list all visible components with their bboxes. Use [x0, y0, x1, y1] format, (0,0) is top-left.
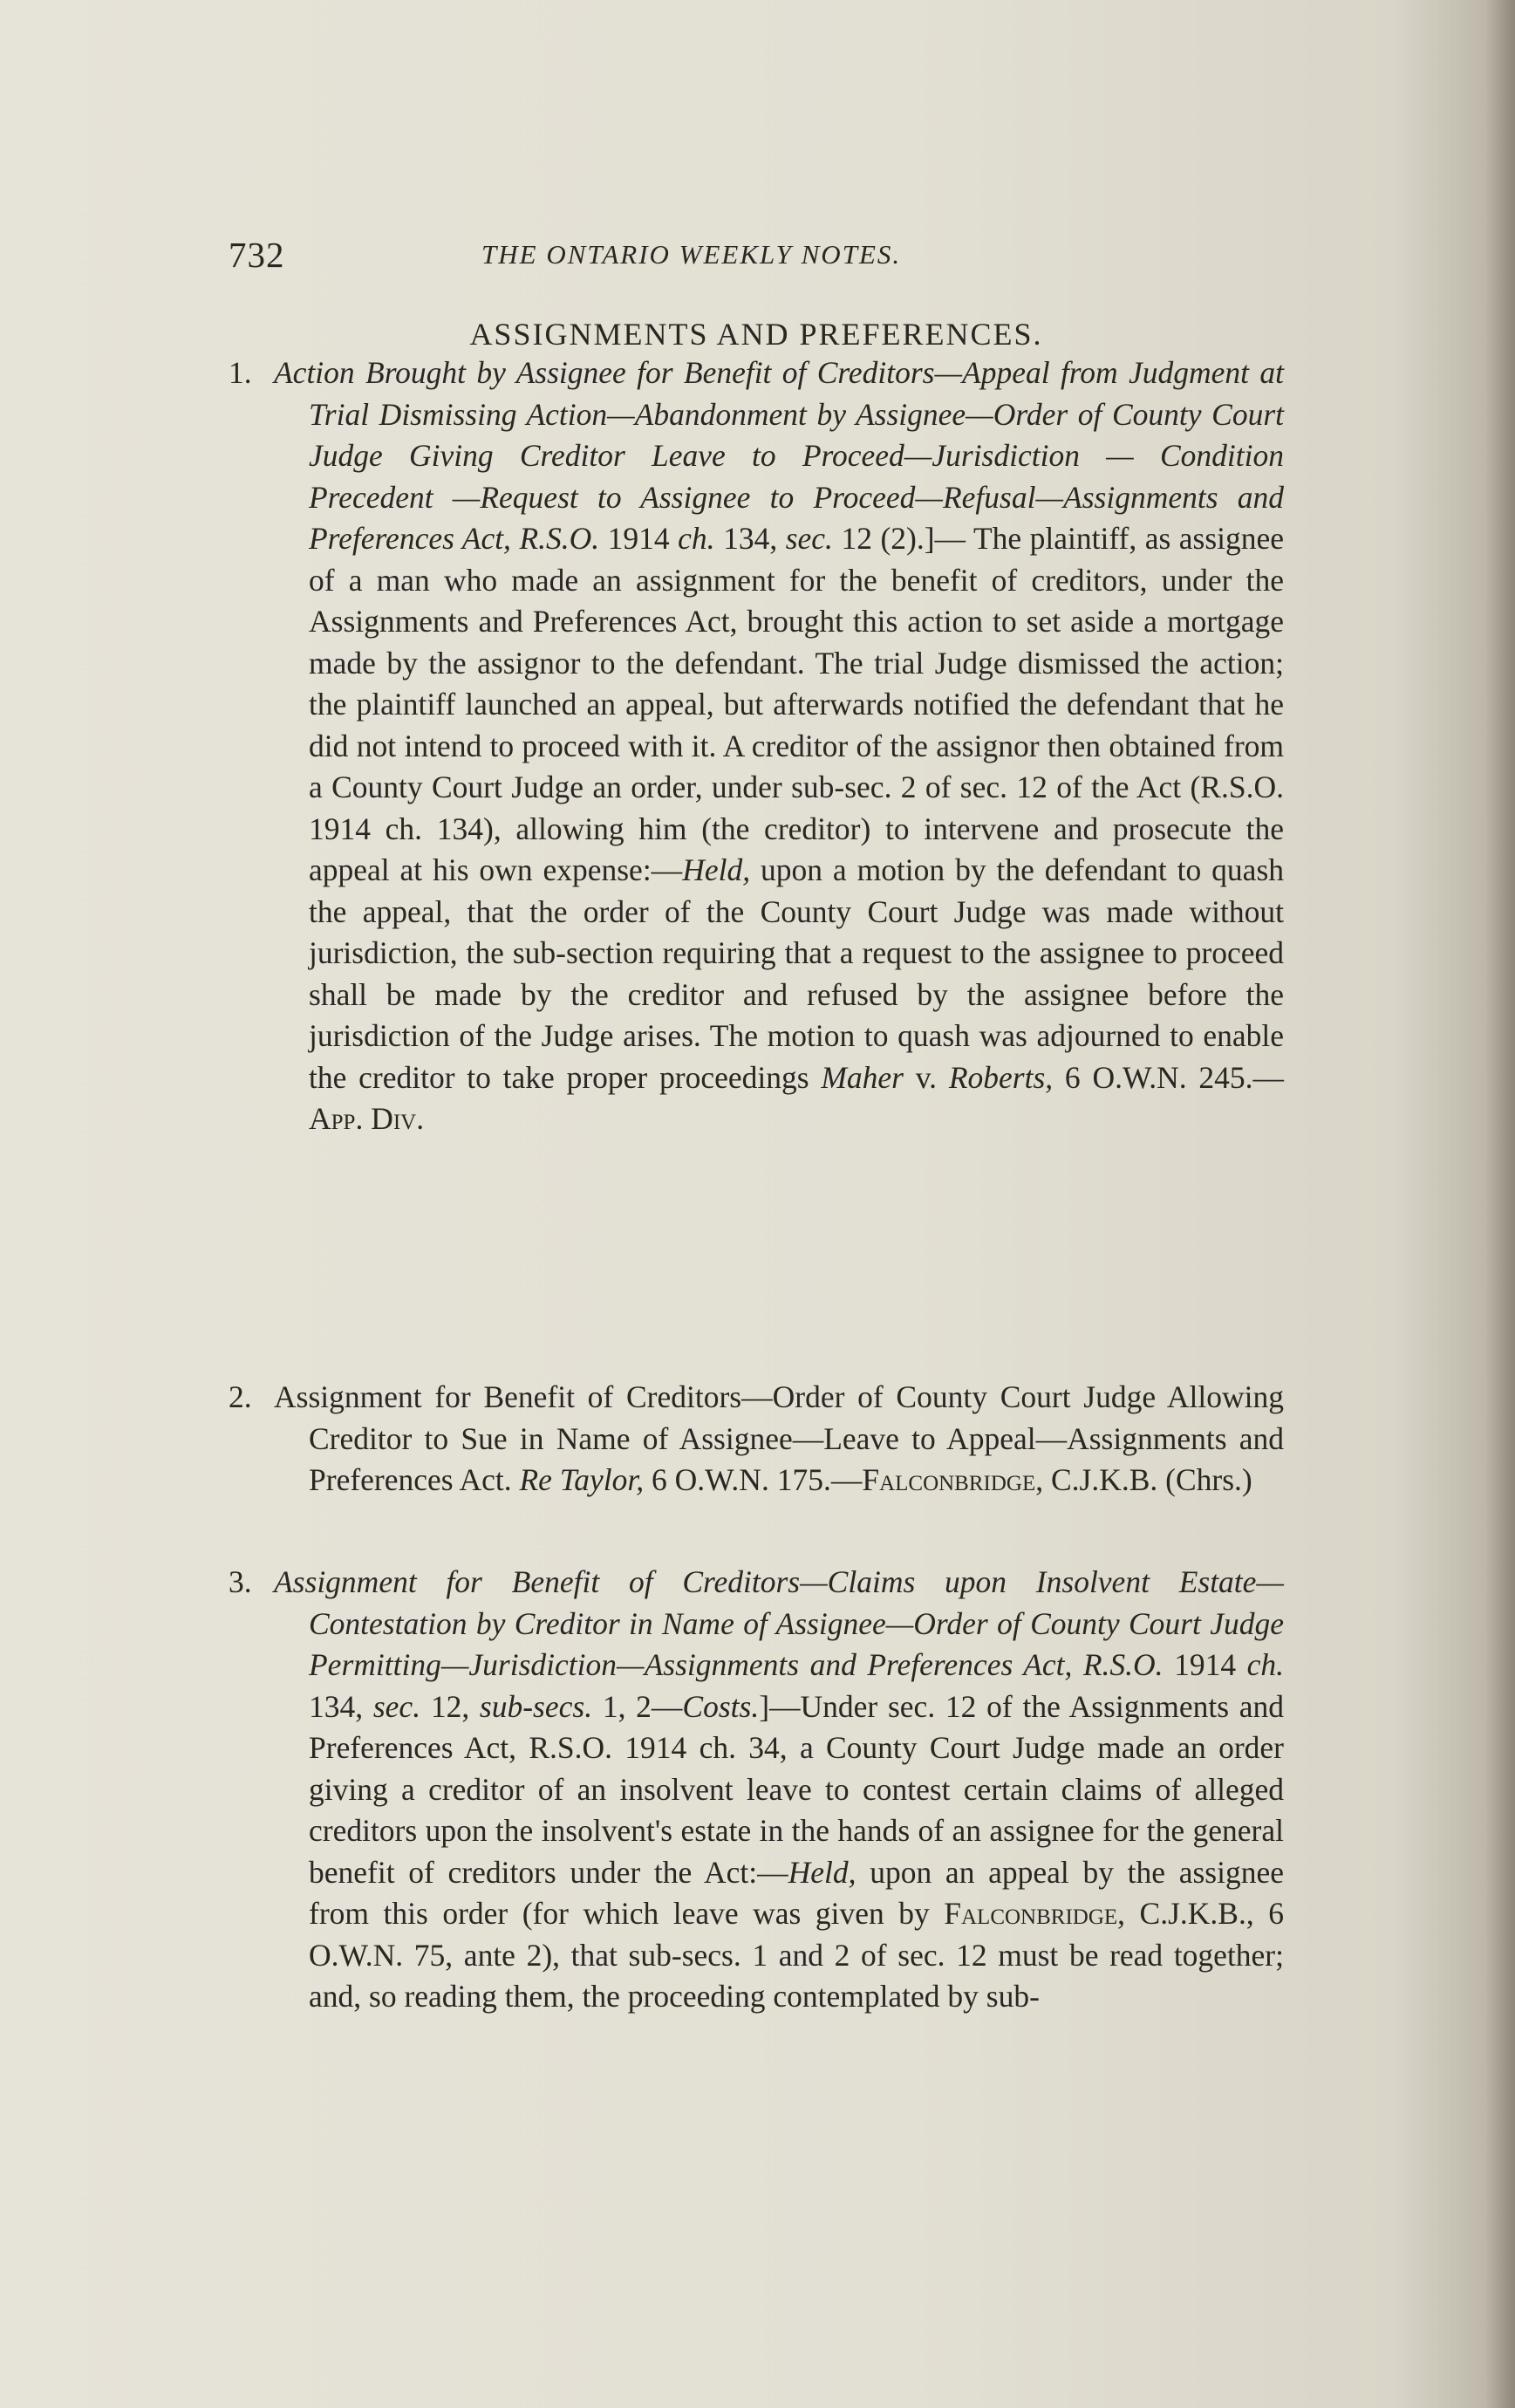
held-label: Held,	[682, 852, 751, 887]
judge-title: , C.J.K.B. (Chrs.)	[1035, 1462, 1252, 1497]
subsections-number: 1, 2—	[602, 1688, 683, 1724]
chapter-label: ch.	[678, 521, 715, 556]
entry-body-continued: upon a motion by the defendant to quash the appeal, that the order of the County Court Judge was made without jurisdiction, the sub-section requiring that a request to the assignee to proceed shall be made by the creditor and refused by the assignee before the jurisdiction of the Judge arises. The motion to quash was adjourned to enable the creditor to take proper proceedings	[309, 852, 1285, 1095]
case-name-second: Roberts,	[948, 1059, 1054, 1095]
chapter-number: 134,	[723, 521, 778, 556]
page-header	[229, 234, 1284, 286]
held-label: Held,	[788, 1854, 856, 1890]
entry-text	[274, 1377, 1284, 1502]
case-versus: v.	[903, 1059, 949, 1095]
entry-text	[274, 1562, 1285, 2018]
case-citation: 6 O.W.N. 245.—	[1053, 1059, 1284, 1095]
page-number: 732	[229, 235, 285, 275]
entry-body: ]—Under sec. 12 of the Assignments and Preferences Act, R.S.O. 1914 ch. 34, a County Court Judge made an order giving a creditor of an insolvent leave to contest certain claims of alleged creditors upon the insolvent's estate in the hands of an assignee for the general benefit of creditors under the Act:—	[309, 1688, 1285, 1890]
entry-body-end: , C.J.K.B., 6 O.W.N. 75, ante 2), that sub-secs. 1 and 2 of sec. 12 must be read together; and, so reading them, the proceeding contemplated by sub-	[309, 1896, 1284, 2014]
digest-entry	[229, 1562, 1284, 2018]
costs-label: Costs.	[682, 1688, 760, 1724]
entry-headnote: Action Brought by Assignee for Benefit of Creditors—Appeal from Judgment at Trial Dismissing Action—Abandonment by Assignee—Order of County Court Judge Giving Creditor Leave to Proceed—Jurisdiction — Condition Precedent —Request to Assignee to Proceed—Refusal—Assignments and Preferences Act, R.S.O.	[274, 355, 1284, 556]
judge-name: Falconbridge	[862, 1462, 1036, 1497]
digest-entry	[229, 1377, 1284, 1502]
statute-year: 1914	[607, 521, 670, 556]
chapter-label: ch.	[1246, 1647, 1285, 1682]
entry-number: 2.	[229, 1379, 252, 1414]
entry-body-continued: upon an appeal by the assignee from this order (for which leave was given by	[309, 1854, 1284, 1931]
chapter-number: 134,	[309, 1688, 364, 1724]
section-number: 12,	[430, 1688, 470, 1724]
court-name: App. Div.	[309, 1101, 425, 1136]
case-name-first: Maher	[821, 1059, 904, 1095]
judge-name: Falconbridge	[944, 1896, 1118, 1931]
section-label: sec.	[785, 521, 833, 556]
entry-headnote: Assignment for Benefit of Creditors—Claims upon Insolvent Estate—Contestation by Creditor in Name of Assignee—Order of County Court Judge Permitting—Jurisdiction—Assignments and Preferences Act, R.S.O.	[274, 1564, 1284, 1682]
digest-entry	[229, 352, 1284, 1140]
entry-headnote: Assignment for Benefit of Creditors—Order of County Court Judge Allowing Creditor to Sue in Name of Assignee—Leave to Appeal—Assignments and Preferences Act.	[274, 1379, 1284, 1497]
section-title: ASSIGNMENTS AND PREFERENCES.	[469, 317, 1043, 352]
subsections-label: sub-secs.	[479, 1688, 593, 1724]
entry-number: 3.	[229, 1564, 252, 1599]
entry-body: The plaintiff, as assignee of a man who made an assignment for the benefit of creditors, under the Assignments and Preferences Act, brought this action to set aside a mortgage made by the assignor to the defendant. The trial Judge dismissed the action; the plaintiff launched an appeal, but afterwards notified the defendant that he did not intend to proceed with it. A creditor of the assignor then obtained from a County Court Judge an order, under sub-sec. 2 of sec. 12 of the Act (R.S.O. 1914 ch. 134), allowing him (the creditor) to intervene and prosecute the appeal at his own expense:—	[309, 521, 1285, 887]
statute-year: 1914	[1174, 1647, 1237, 1682]
section-label: sec.	[372, 1688, 421, 1724]
entry-number: 1.	[229, 355, 252, 390]
section-number: 12 (2).]—	[841, 521, 966, 556]
running-head: THE ONTARIO WEEKLY NOTES.	[481, 239, 902, 270]
entry-text	[274, 352, 1285, 1140]
case-name: Re Taylor,	[519, 1462, 645, 1497]
case-citation: 6 O.W.N. 175.—	[644, 1462, 863, 1497]
